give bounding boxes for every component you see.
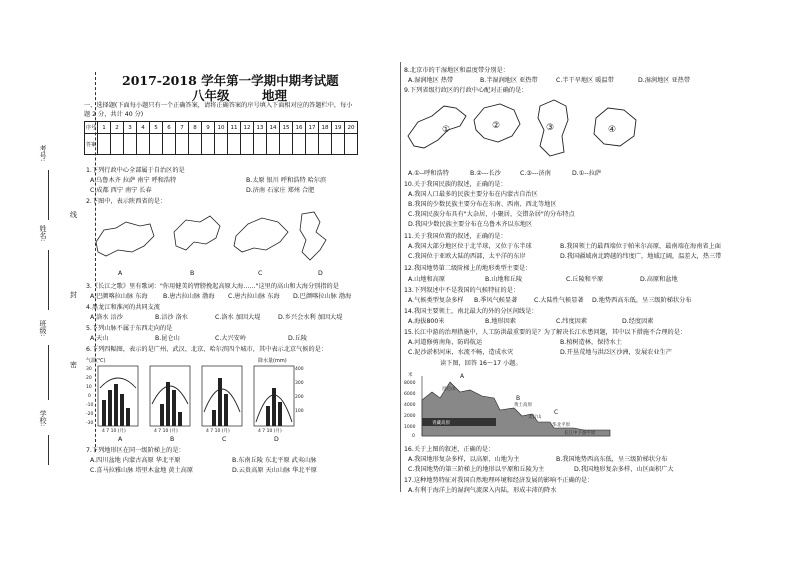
xuexiao-label: 学校:	[39, 410, 47, 427]
province-outline-c	[234, 218, 288, 252]
q17-option-a: A.有利于海洋上的湿润气流深入内陆，形成丰沛的降水	[408, 487, 557, 494]
q13-option-a: A.气候类型复杂多样	[408, 297, 464, 304]
temp-tick: -10	[86, 403, 94, 408]
number-cell: 17	[306, 122, 319, 134]
row-label-xuhao: 序号	[85, 122, 98, 134]
province-outline-d	[300, 212, 326, 260]
temp-tick: 30	[86, 367, 92, 372]
answer-cell[interactable]	[124, 134, 137, 155]
yaxis-tick: 6000	[404, 392, 416, 397]
precip-bar	[108, 390, 112, 426]
precip-bar	[272, 388, 276, 426]
xingming-blank	[48, 250, 49, 310]
q9-option-d: D.①--拉萨	[572, 170, 602, 177]
number-cell: 1	[98, 122, 111, 134]
q16-option-c: C.我国地势的第三阶梯上的地形以平原和丘陵为主	[408, 466, 545, 473]
q2-label-b: B	[190, 270, 195, 277]
answer-table-answer-row	[85, 134, 358, 155]
number-cell: 7	[176, 122, 189, 134]
answer-cell[interactable]	[319, 134, 332, 155]
q2-label-a: A	[118, 270, 123, 277]
xuexiao-blank	[48, 435, 49, 465]
q14-option-b: B.地形因素	[485, 318, 516, 325]
q17-stem: 17.这种地势特征对我国自然地理环境和经济发展的影响不正确的是：	[404, 477, 594, 484]
yaxis-tick: 4000	[404, 403, 416, 408]
q1-stem: 1.下列行政中心全部属于自治区的是	[86, 167, 185, 174]
q15-stem: 15.长江中游的治理措施中，人工防洪最重要的是？为了解决长江水患问题，其中以下措施不合理的是：	[404, 329, 687, 336]
q3-option-d: D.巴颜喀拉山脉 渤海	[293, 293, 352, 300]
exam-title: 2017-2018 学年第一学期中期考试题	[122, 73, 339, 88]
label-huabei: 华北平原	[552, 423, 570, 428]
q4-stem: 4.黑龙江和淮河的共同支流	[86, 304, 160, 311]
q2-label-c: C	[258, 270, 263, 277]
climate-chart-a	[98, 366, 138, 426]
q7-option-c: C.喜马拉雅山脉 塔里木盆地 黄土高原	[90, 467, 194, 474]
q8-option-d: D.湿润地区 亚热带	[638, 77, 691, 84]
step-letter-c: C	[554, 409, 559, 416]
number-cell: 13	[254, 122, 267, 134]
answer-table-number-row	[85, 122, 358, 134]
answer-cell[interactable]	[332, 134, 345, 155]
q3-option-c: C.唐古拉山脉 东海	[228, 293, 280, 300]
q6-label-a: A	[118, 436, 123, 443]
q8-stem: 8.北京市的干湿地区和温度带分别是：	[404, 67, 509, 74]
q13-option-b: B.季风气候显著	[474, 297, 518, 304]
q10-option-b: B.我国的少数民族主要分布在东南、西南、西北等地区	[408, 201, 557, 208]
yaxis-tick: 2000	[404, 414, 416, 419]
prec-tick: 300	[295, 381, 304, 386]
kaohao-label: 考号:	[39, 145, 47, 162]
q4-option-c: C.洛水 加因大堤	[215, 314, 261, 321]
q6-stem: 6.下列四幅图，表示的是广州、武汉、北京、哈尔滨四个城市，其中表示北京气候的是：	[86, 346, 328, 353]
q11-stem: 11.关于我国位置的叙述，正确的是：	[404, 233, 507, 240]
answer-cell[interactable]	[215, 134, 228, 155]
q1-option-a: A.乌鲁木齐 拉萨 南宁 呼和浩特	[90, 177, 177, 184]
q9-option-c: C.③---济南	[520, 170, 551, 177]
q8-option-b: B.半湿润地区 亚热带	[480, 77, 538, 84]
label-qingzang: 青藏高原	[432, 421, 450, 426]
prec-tick: 400	[295, 367, 304, 372]
number-cell: 9	[202, 122, 215, 134]
temp-tick: -20	[86, 412, 94, 417]
number-cell: 3	[124, 122, 137, 134]
answer-cell[interactable]	[228, 134, 241, 155]
q11-option-d: D.我国疆域南北跨越的纬度广，地域辽阔，温差大，热三带	[560, 253, 722, 260]
banji-blank	[48, 345, 49, 400]
seal-mi: 密	[70, 361, 77, 369]
q14-stem: 14.我国主要领土，南北最大的外的分区间线是：	[404, 308, 538, 315]
q5-option-b: B.昆仑山	[155, 335, 180, 342]
province-outline-b	[174, 216, 220, 250]
number-cell: 15	[280, 122, 293, 134]
q9-province-maps	[404, 96, 644, 168]
q14-option-d: D.经度因素	[622, 318, 654, 325]
q15-option-b: B.植树造林，保持水土	[560, 339, 622, 346]
label-kunlun: 昆仑山	[442, 387, 456, 392]
q13-stem: 13.下列叙述中不是我国的气候特征的是：	[404, 287, 520, 294]
precip-bar	[212, 410, 216, 426]
prec-tick: 200	[295, 395, 304, 400]
q2-province-maps	[90, 206, 380, 268]
q12-option-b: B.山地和丘陵	[485, 276, 523, 283]
q9-option-a: A.①--呼和浩特	[408, 170, 449, 177]
temp-tick: -30	[86, 421, 94, 426]
step-letter-a: A	[460, 373, 465, 380]
climate-chart-d	[254, 366, 294, 426]
precip-bar	[166, 382, 170, 426]
q6-climate-charts	[86, 364, 302, 434]
seal-xian: 线	[70, 211, 77, 219]
answer-cell[interactable]	[176, 134, 189, 155]
precip-bar	[126, 408, 130, 426]
precip-bar	[218, 378, 222, 426]
section-heading: 一、选择题(下面每小题只有一个正确答案，请将正确答案的序号填入下面相对应的答题栏中，每小	[84, 102, 353, 109]
province-map-1	[408, 106, 466, 148]
province-number-4: ④	[608, 125, 617, 135]
terrain-profile	[404, 370, 614, 442]
month-axis: 4 7 10 (月)	[102, 429, 126, 434]
number-cell: 4	[137, 122, 150, 134]
q6-label-c: C	[222, 436, 227, 443]
q13-option-c: C.大陆性气候显著	[534, 297, 584, 304]
q6-label-d: D	[274, 436, 279, 443]
number-cell: 2	[111, 122, 124, 134]
answer-cell[interactable]	[280, 134, 293, 155]
xingming-label: 姓名:	[39, 225, 47, 242]
answer-cell[interactable]	[306, 134, 319, 155]
q10-stem: 10.关于我国民族的叙述，正确的是：	[404, 181, 507, 188]
q11-option-a: A.我国大部分地区位于北半球，又位于东半球	[408, 243, 532, 250]
q16-option-d: D.我国地形复杂多样，山区面积广大	[574, 466, 674, 473]
answer-cell[interactable]	[98, 134, 111, 155]
precip-bar	[224, 394, 228, 426]
answer-cell[interactable]	[150, 134, 163, 155]
exam-grade: 八年级	[192, 88, 230, 103]
q8-option-a: A.湿润地区 热带	[408, 77, 454, 84]
yaxis-unit: 米	[408, 373, 413, 378]
q4-option-b: B.涪沙 洛水	[155, 314, 188, 321]
precip-bar	[178, 412, 182, 426]
q9-stem: 9.下列省级行政区的行政中心配对正确的是：	[404, 87, 528, 94]
q15-option-d: D.开垦荒地与洪泛区沙洲，发展农业生产	[560, 349, 672, 356]
answer-cell[interactable]	[267, 134, 280, 155]
yaxis-tick: 8000	[404, 381, 416, 386]
yaxis-tick: 1000	[404, 425, 416, 430]
q9-option-b: B.②---长沙	[470, 170, 501, 177]
answer-cell[interactable]	[293, 134, 306, 155]
province-outline-a	[96, 222, 154, 256]
province-number-2: ②	[492, 121, 501, 131]
step-letter-b: B	[516, 395, 521, 402]
temp-tick: 0	[88, 394, 91, 399]
answer-table	[84, 121, 358, 155]
precip-bar	[102, 400, 106, 426]
precip-bar	[266, 406, 270, 426]
q10-option-d: D.我国少数民族主要分布在乌鲁木齐以东地区	[408, 221, 533, 228]
q7-stem: 7.下列地形区在同一级阶梯上的是：	[86, 447, 185, 454]
q12-stem: 12.我国地势第二级阶梯上的地形类型主要是：	[404, 265, 532, 272]
number-cell: 20	[345, 122, 358, 134]
banji-label: 班级:	[39, 320, 47, 337]
precip-bar	[120, 394, 124, 426]
answer-cell[interactable]	[137, 134, 150, 155]
seal-feng: 封	[70, 291, 77, 299]
q12-option-c: C.丘陵和平原	[566, 276, 604, 283]
precip-bar	[172, 390, 176, 426]
q5-option-c: C.大兴安岭	[215, 335, 247, 342]
row-label-daan: 答案	[85, 134, 98, 155]
answer-cell[interactable]	[111, 134, 124, 155]
q2-stem: 2.下图中，表示陕西省的是：	[86, 198, 167, 205]
number-cell: 11	[228, 122, 241, 134]
q6-label-b: B	[170, 436, 175, 443]
q5-option-a: A.天山	[90, 335, 109, 342]
number-cell: 19	[332, 122, 345, 134]
q11-option-c: C.我国位于亚欧大陆的西部，太平洋的东岸	[408, 253, 526, 260]
month-axis: 4 7 10 (月)	[206, 429, 230, 434]
province-number-3: ③	[546, 123, 555, 133]
yaxis-tick: 0	[412, 434, 415, 439]
temp-tick: 20	[86, 376, 92, 381]
precip-bar	[160, 404, 164, 426]
column-divider	[400, 62, 401, 492]
q15-option-a: A.河道修剪南角，防碍航运	[408, 339, 483, 346]
number-cell: 12	[241, 122, 254, 134]
q6-ylabel-prec: 降水量(mm)	[258, 358, 287, 364]
label-huangtu: 黄土高原	[514, 403, 532, 408]
month-axis: 4 7 10 (月)	[154, 429, 178, 434]
number-cell: 6	[163, 122, 176, 134]
q10-option-a: A.我国人口最多的民族主要分布在内蒙古自治区	[408, 191, 538, 198]
q12-option-d: D.高原和盆地	[640, 276, 678, 283]
climate-chart-b	[150, 366, 190, 426]
answer-cell[interactable]	[241, 134, 254, 155]
q6-ylabel-temp: 气温(℃)	[86, 358, 106, 364]
number-cell: 8	[189, 122, 202, 134]
q3-option-a: A.巴颜喀拉山脉 东海	[90, 293, 148, 300]
q16-option-b: B.我国地势西高东低，呈三级阶梯状分布	[556, 456, 668, 463]
q5-stem: 5.下列山脉不属于东西走向的是	[86, 325, 173, 332]
q3-stem: 3.《长江之歌》里有歌词："你用健美的臂膀挽起高原大海……"这里的高山和大海分别指的是	[86, 283, 339, 290]
q10-option-c: C.我国民族分布具有"大杂居，小聚居，交错杂居"的分布特点	[408, 211, 575, 218]
q7-option-d: D.云贵高原 天山山脉 华北平原	[232, 467, 317, 474]
q15-option-c: C.泥沙淤积河床，水流不畅，造成水灾	[408, 349, 514, 356]
answer-cell[interactable]	[345, 134, 358, 155]
q3-option-b: B.唐古拉山脉 渤海	[163, 293, 215, 300]
q2-label-d: D	[318, 270, 323, 277]
label-changjiang: 长江中下游平原	[564, 431, 596, 436]
answer-cell[interactable]	[202, 134, 215, 155]
number-cell: 16	[293, 122, 306, 134]
month-axis: 4 7 10 (月)	[258, 429, 282, 434]
q8-option-c: C.半干旱地区 暖温带	[556, 77, 614, 84]
number-cell: 14	[267, 122, 280, 134]
q13-option-d: D.地势西高东低，呈三级阶梯状分布	[592, 297, 692, 304]
section-heading-2: 题 2 分，共计 40 分)	[84, 111, 144, 118]
climate-chart-c	[202, 366, 242, 426]
precip-bar	[278, 402, 282, 426]
number-cell: 10	[215, 122, 228, 134]
q14-option-c: C.纬度因素	[556, 318, 588, 325]
q7-option-a: A.四川盆地 内蒙古高原 华北平原	[90, 457, 181, 464]
q14-option-a: A.海拔800米	[408, 318, 445, 325]
reading-instruction: 读下图，回答 16～17 小题。	[440, 360, 522, 367]
answer-cell[interactable]	[163, 134, 176, 155]
q1-option-c: C.成都 西宁 南宁 长春	[90, 187, 152, 194]
number-cell: 5	[150, 122, 163, 134]
number-cell: 18	[319, 122, 332, 134]
temp-tick: 10	[86, 385, 92, 390]
answer-cell[interactable]	[189, 134, 202, 155]
label-taihang: 太行山	[528, 415, 542, 420]
q16-option-a: A.我国地形复杂多样，以高原、山地为主	[408, 456, 520, 463]
province-number-1: ①	[442, 125, 451, 135]
q5-option-d: D.丘陵	[288, 335, 308, 342]
q4-option-d: D.乡兴会水利 加因大堤	[278, 314, 343, 321]
q12-option-a: A.山地和高原	[408, 276, 446, 283]
q1-option-d: D.济南 石家庄 郑州 合肥	[246, 187, 315, 194]
exam-subject: 地理	[262, 88, 288, 103]
q16-stem: 16.关于上图的叙述，正确的是：	[404, 446, 495, 453]
q1-option-b: B.太原 银川 呼和浩特 哈尔滨	[246, 177, 327, 184]
prec-tick: 100	[295, 409, 304, 414]
precip-bar	[114, 384, 118, 426]
kaohao-blank	[48, 170, 49, 220]
q4-option-a: A.洛水 涪沙	[90, 314, 123, 321]
q11-option-b: B.我国领土的最西端位于帕米尔高原，最南端在海南省上面	[560, 243, 721, 250]
q7-option-b: B.东南丘陵 东北平原 武夷山脉	[232, 457, 317, 464]
answer-cell[interactable]	[254, 134, 267, 155]
